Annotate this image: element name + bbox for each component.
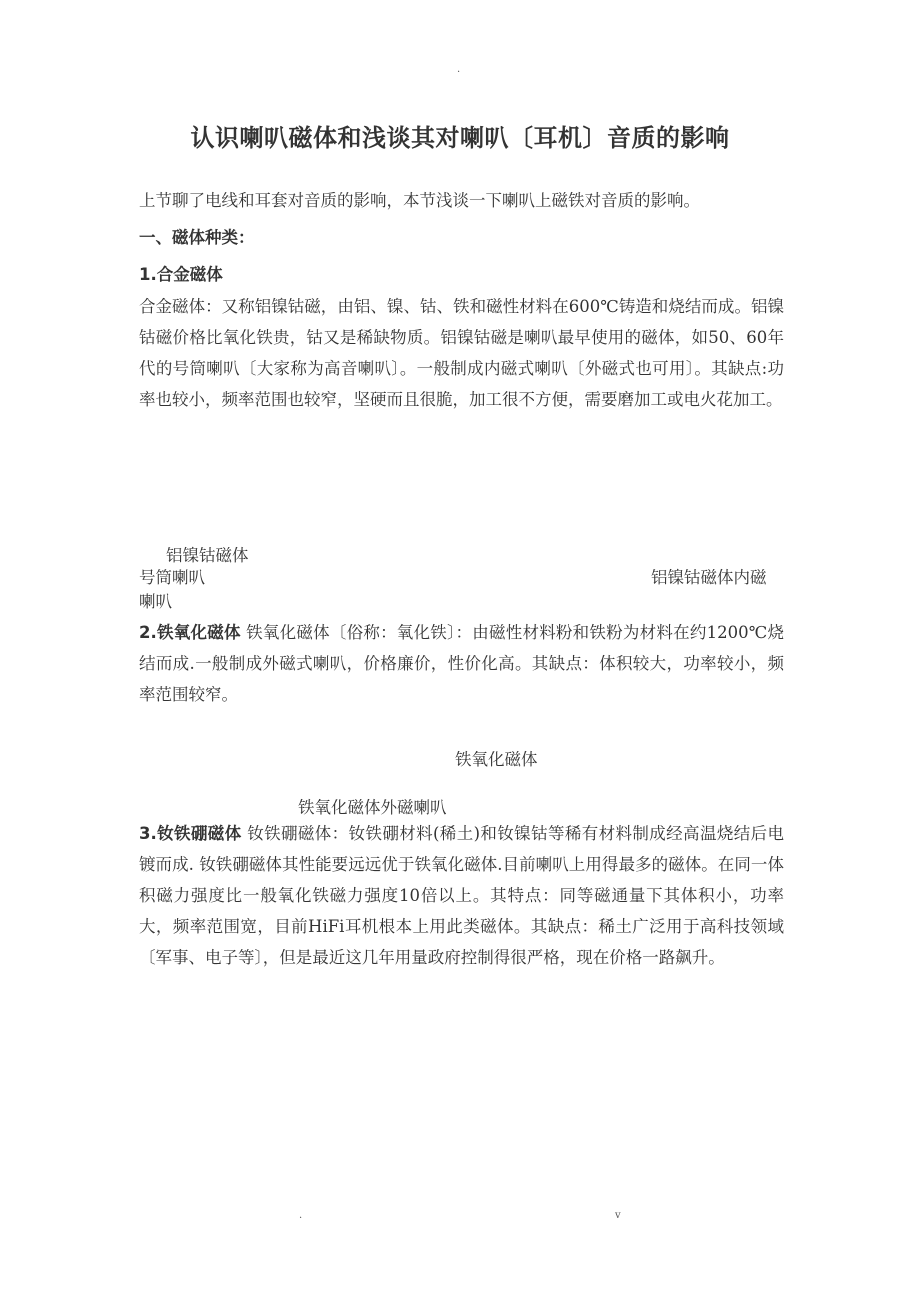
footer-left-mark: .	[299, 1210, 303, 1221]
ndfeb-paragraph	[139, 818, 784, 973]
page-title: 认识喇叭磁体和浅谈其对喇叭〔耳机〕音质的影响	[190, 124, 730, 152]
alloy-magnet-paragraph: 合金磁体：又称铝镍钴磁，由铝、镍、钴、铁和磁性材料在600℃铸造和烧结而成。铝镍钴磁价格比氧化铁贵，钴又是稀缺物质。铝镍钴磁是喇叭最早使用的磁体，如50、60年代的号筒喇叭〔大家称为高音喇叭〕。一般制成内磁式喇叭〔外磁式也可用〕。其缺点:功率也较小，频率范围也较窄，坚硬而且很脆，加工很不方便，需要磨加工或电火花加工。	[139, 297, 784, 409]
intro-paragraph: 上节聊了电线和耳套对音质的影响，本节浅谈一下喇叭上磁铁对音质的影响。	[139, 191, 700, 210]
section1-heading: 一、磁体种类：	[139, 228, 255, 247]
ferrite-paragraph	[139, 617, 784, 710]
caption-alnico-magnet: 铝镍钴磁体	[166, 546, 249, 565]
footer-right-mark: v	[615, 1210, 621, 1221]
caption-ferrite-magnet: 铁氧化磁体	[455, 750, 538, 769]
ferrite-heading: 2.铁氧化磁体	[139, 623, 241, 642]
ndfeb-text: 钕铁硼磁体：钕铁硼材料(稀土)和钕镍钴等稀有材料制成经高温烧结后电镀而成. 钕铁硼磁体其性能要远远优于铁氧化磁体.目前喇叭上用得最多的磁体。在同一体积磁力强度比一般氧化铁磁力强度10倍以上。其特点：同等磁通量下其体积小，功率大，频率范围宽，目前HiFi耳机根本上用此类磁体。其缺点：稀土广泛用于高科技领域〔军事、电子等〕，但是最近这几年用量政府控制得很严格，现在价格一路飙升。	[139, 824, 784, 967]
ndfeb-heading: 3.钕铁硼磁体	[139, 824, 242, 843]
caption-horn-speaker-cont: 喇叭	[139, 592, 172, 611]
caption-ferrite-outer: 铁氧化磁体外磁喇叭	[298, 798, 447, 817]
header-mark: .	[457, 64, 461, 75]
caption-alnico-inner: 铝镍钴磁体内磁	[651, 568, 767, 587]
alloy-magnet-heading: 1.合金磁体	[139, 265, 223, 284]
caption-horn-speaker: 号筒喇叭	[139, 568, 205, 587]
ferrite-text: 铁氧化磁体〔俗称：氧化铁〕：由磁性材料粉和铁粉为材料在约1200℃烧结而成.一般制成外磁式喇叭，价格廉价，性价化高。其缺点：体积较大，功率较小，频率范围较窄。	[139, 623, 785, 704]
